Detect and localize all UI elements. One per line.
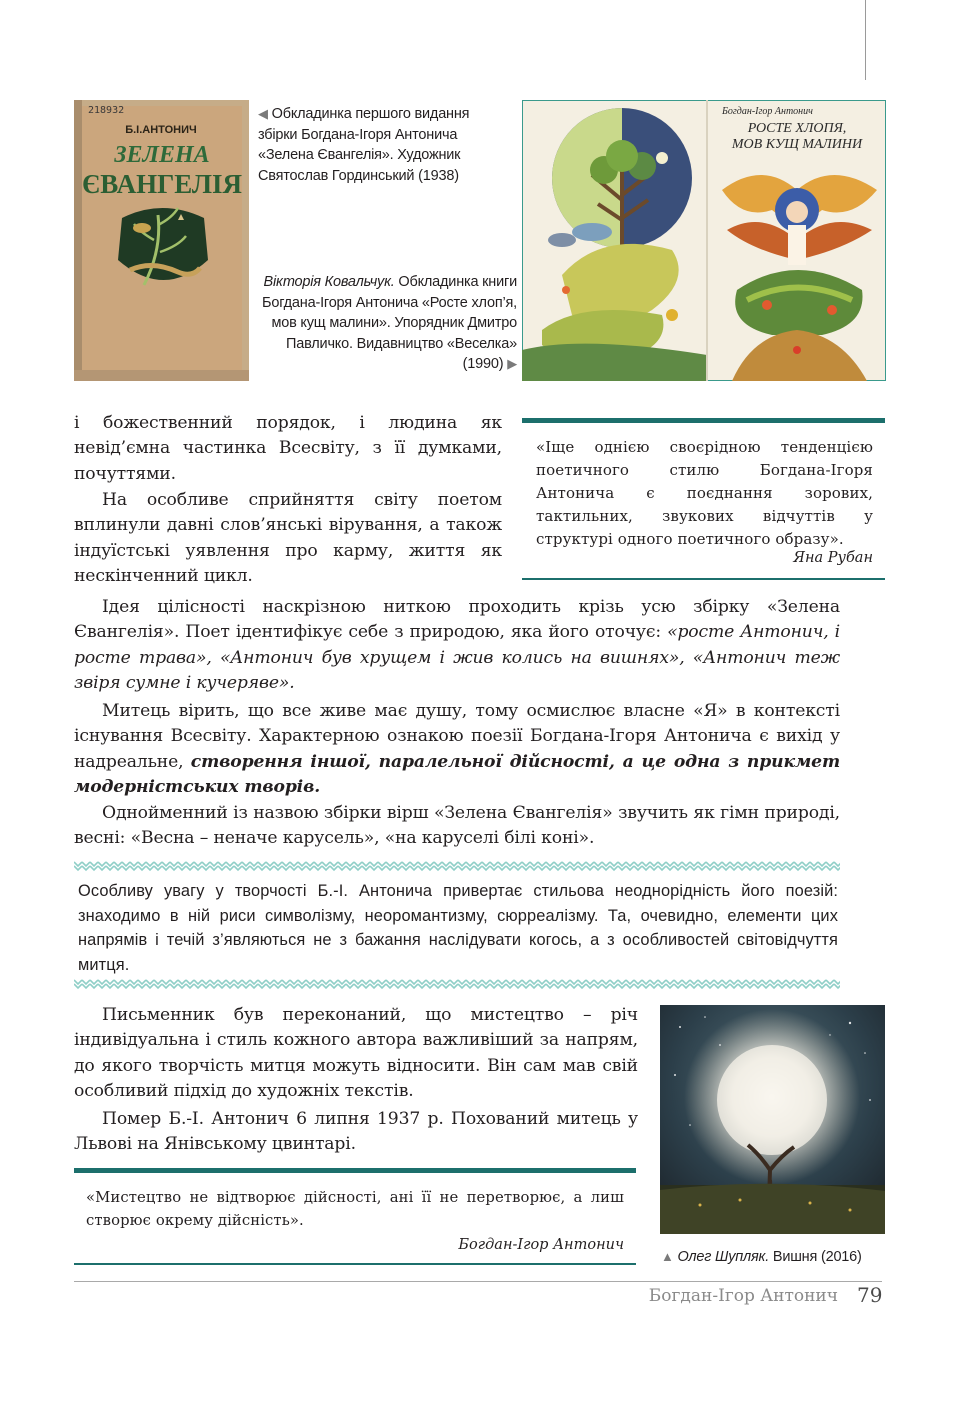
- cover2-caption: Вікторія Ковальчук. Обкладинка книги Богдана-Ігоря Антонича «Росте хлоп’я, мов кущ малини». Упорядник Дмитро Павличко. Видавництво «Веселка» (1990) ▶: [262, 274, 517, 372]
- cover-zelena-yevanheliia: [74, 100, 249, 381]
- quote1-text: «Іще однією своєрідною тенденцією поетичного стилю Богдана-Ігоря Антонича є поєднання зорових, тактильних, звукових відчуттів у структурі одного поетичного образу».: [536, 438, 873, 548]
- painting-caption: ▲ Олег Шупляк. Вишня (2016): [661, 1249, 862, 1265]
- quote2-bottom-rule: [74, 1263, 636, 1265]
- quote2-top-rule: [74, 1168, 636, 1173]
- cover-title-1: ЗЕЛЕНА: [114, 142, 210, 168]
- right-triangle-icon: ▶: [507, 356, 517, 371]
- painting-vyshnia: [660, 1005, 885, 1234]
- footer-rule: [74, 1281, 882, 1282]
- quote2-text: «Мистецтво не відтворює дійсності, ані її не перетворює, а лиш створює окрему дійсність».: [86, 1189, 624, 1229]
- quote1-top-rule: [522, 418, 885, 423]
- cover2-title-1: РОСТЕ ХЛОПЯ,: [747, 121, 847, 136]
- paragraph-7: Помер Б.-І. Антонич 6 липня 1937 р. Похований митець у Львові на Янівському цвинтарі.: [74, 1109, 638, 1155]
- emphasis-modernism: створення іншої, паралельної дійсності, а це одна з прикмет модерністських творів.: [74, 751, 840, 797]
- left-triangle-icon: ◀: [258, 106, 268, 121]
- zigzag-border-bottom: [74, 978, 840, 990]
- cover1-caption: ◀ Обкладинка першого видання збірки Богдана-Ігоря Антонича «Зелена Євангелія». Художник Святослав Гординський (1938): [258, 106, 470, 184]
- library-stamp: 218932: [88, 105, 125, 116]
- up-triangle-icon: ▲: [661, 1249, 674, 1264]
- running-footer-title: Богдан-Ігор Антонич: [648, 1286, 838, 1306]
- zigzag-border-top: [74, 860, 840, 872]
- cover-author: Б.І.АНТОНИЧ: [125, 124, 197, 136]
- cover-roste-khlopia: [522, 100, 886, 381]
- quote2-author: Богдан-Ігор Антонич: [458, 1237, 624, 1253]
- cover-title-2: ЄВАНГЕЛІЯ: [81, 169, 243, 199]
- paragraph-4: Митець вірить, що все живе має душу, тому осмислює власне «Я» в контексті існування Всесвіту. Характерною ознакою поезії Богдана-Ігоря Антонича є вихід у надреальне, створення іншої, паралельної дійсності, а це одна з прикмет модерністських творів.: [74, 701, 840, 797]
- page-number: 79: [857, 1283, 883, 1307]
- paragraph-5: Однойменний із назвою збірки вірш «Зелена Євангелія» звучить як гімн природі, весні: «Весна – неначе карусель», «на каруселі білі коні».: [74, 803, 840, 849]
- quote1-bottom-rule: [522, 578, 885, 580]
- poem-quotes: «росте Антонич, і росте трава», «Антонич був хрущем і жив колись на вишнях», «Антонич теж звіря сумне і кучеряве».: [74, 622, 840, 693]
- paragraph-2: На особливе сприйняття світу поетом вплинули давні слов’янські вірування, а також індуїстські уявлення про карму, життя як нескінченний цикл.: [74, 490, 502, 586]
- style-note: Особливу увагу у творчості Б.-І. Антонича привертає стильова неоднорідність його поезій: знаходимо в ній риси символізму, неоромантизму, сюрреалізму. Та, очевидно, елементи цих напрямів і течій з’являються не з бажання наслідувати когось, а з особливостей світовідчуття митця.: [78, 882, 838, 974]
- page-edge-rule: [865, 0, 866, 80]
- cover2-title-2: МОВ КУЩ МАЛИНИ: [731, 137, 863, 152]
- paragraph-1: і божественний порядок, і людина як невід’ємна частинка Всесвіту, з її думками, почуттями.: [74, 413, 502, 484]
- paragraph-6: Письменник був переконаний, що мистецтво – річ індивідуальна і стиль кожного автора важливіший за напрям, до якого творчість митця можуть відносити. Він сам мав свій особливий підхід до художніх текстів.: [74, 1005, 638, 1101]
- quote1-author: Яна Рубан: [793, 550, 873, 566]
- cover2-author: Богдан-Ігор Антонич: [722, 106, 813, 117]
- paragraph-3: Ідея цілісності наскрізною ниткою проходить крізь усю збірку «Зелена Євангелія». Поет ідентифікує себе з природою, яка його оточує: «росте Антонич, і росте трава», «Антонич був хрущем і жив колись на вишнях», «Антонич теж звіря сумне і кучеряве».: [74, 597, 840, 693]
